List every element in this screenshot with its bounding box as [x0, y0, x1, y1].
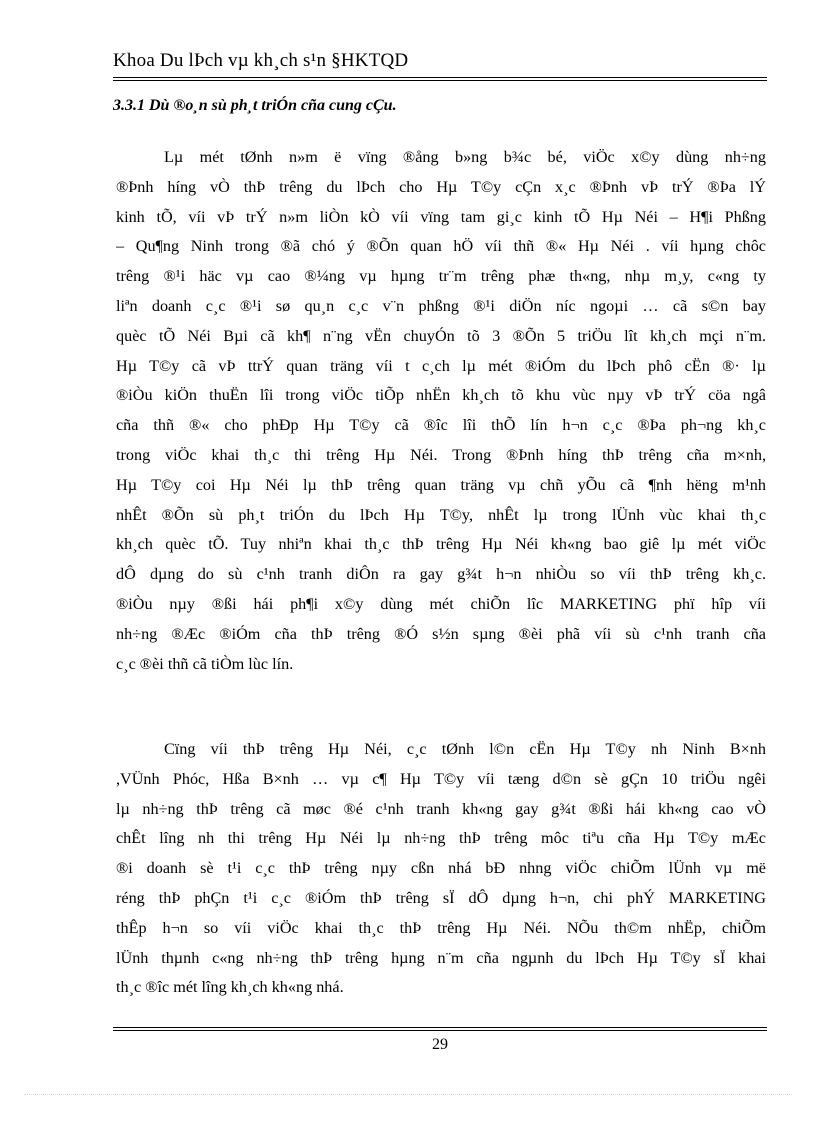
text-line: Cïng víi thÞ trêng Hµ Néi, c¸c tØnh l©n cËn Hµ T©y nh Ninh B×nh	[164, 740, 766, 758]
text-line: th¸c ®îc mét lîng kh¸ch kh«ng nhá.	[116, 978, 344, 997]
running-header: Khoa Du lÞch vµ kh¸ch s¹n §HKTQD	[113, 50, 409, 71]
text-line: c¸c ®èi thñ cã tiÒm lùc lín.	[116, 654, 294, 673]
text-line: trêng ®¹i häc vµ cao ®¼ng vµ hµng tr¨m trêng phæ th«ng, nhµ m¸y, c«ng ty	[116, 267, 766, 286]
text-line: nh÷ng ®Æc ®iÓm cña thÞ trêng ®Ó s½n sµng ®èi phã víi sù c¹nh tranh cña	[116, 624, 766, 643]
text-line: kh¸ch quèc tÕ. Tuy nhiªn khai th¸c thÞ trêng Hµ Néi kh«ng bao giê lµ mét viÖc	[116, 535, 766, 554]
text-line: réng thÞ phÇn t¹i c¸c ®iÓm thÞ trêng sÏ dÔ dµng h¬n, chi phÝ MARKETING	[116, 888, 766, 907]
header-rule-bottom	[113, 80, 767, 81]
page-number: 29	[432, 1036, 448, 1053]
page-edge-divider	[24, 1094, 792, 1095]
header-rule-top	[113, 77, 767, 78]
footer-rule-top	[113, 1027, 767, 1028]
text-line: dÔ dµng do sù c¹nh tranh diÔn ra gay g¾t h¬n nhiÒu so víi thÞ trêng kh¸c.	[116, 565, 766, 584]
text-line: ®Þnh híng vÒ thÞ trêng du lÞch cho Hµ T©y cÇn x¸c ®Þnh vÞ trÝ ®Þa lÝ	[116, 177, 766, 196]
text-line: Hµ T©y cã vÞ ttrÝ quan träng víi t c¸ch lµ mét ®iÓm du lÞch phô cËn ®· lµ	[116, 356, 766, 375]
text-line: chÊt lîng nh thi trêng Hµ Néi lµ nh÷ng thÞ trêng môc tiªu cña Hµ T©y mÆc	[116, 829, 766, 848]
text-line: lÜnh thµnh c«ng nh÷ng thÞ trêng hµng n¨m cña ngµnh du lÞch Hµ T©y sÏ khai	[116, 948, 766, 967]
text-line: ,VÜnh Phóc, Hßa B×nh … vµ c¶ Hµ T©y víi tæng d©n sè gÇn 10 triÖu ngêi	[116, 769, 766, 788]
text-line: kinh tÕ, víi vÞ trÝ n»m liÒn kÒ víi vïng tam gi¸c kinh tÕ Hµ Néi – H¶i Phßng	[116, 207, 766, 226]
text-line: ®iÒu kiÖn thuËn lîi trong viÖc tiÕp nhËn kh¸ch tõ khu vùc nµy vÞ trÝ cöa ngâ	[116, 386, 766, 405]
text-line: Lµ mét tØnh n»m ë vïng ®ång b»ng b¾c bé, viÖc x©y dùng nh÷ng	[164, 148, 766, 166]
text-line: ®i doanh sè t¹i c¸c thÞ trêng nµy cßn nhá bÐ nhng viÖc chiÕm lÜnh vµ më	[116, 859, 766, 878]
section-title: 3.3.1 Dù ®o¸n sù ph¸t triÓn cña cung cÇu.	[113, 97, 397, 114]
text-line: lµ nh÷ng thÞ trêng cã møc ®é c¹nh tranh kh«ng gay g¾t ®ßi hái kh«ng cao vÒ	[116, 799, 766, 818]
text-line: trong viÖc khai th¸c thi trêng Hµ Néi. Trong ®Þnh híng thÞ trêng cña m×nh,	[116, 445, 766, 464]
text-line: ®iÒu nµy ®ßi hái ph¶i x©y dùng mét chiÕn lîc MARKETING phï hîp víi	[116, 594, 766, 613]
text-line: liªn doanh c¸c ®¹i sø qu¸n c¸c v¨n phßng ®¹i diÖn níc ngoµi … cã s©n bay	[116, 296, 766, 315]
paragraph-1	[116, 143, 766, 679]
text-line: quèc tÕ Néi Bµi cã kh¶ n¨ng vËn chuyÓn tõ 3 ®Õn 5 triÖu lît kh¸ch mçi n¨m.	[116, 326, 766, 345]
text-line: nhÊt ®Õn sù ph¸t triÓn du lÞch Hµ T©y, nhÊt lµ trong lÜnh vùc khai th¸c	[116, 505, 766, 524]
text-line: thÊp h¬n so víi viÖc khai th¸c thÞ trêng Hµ Néi. NÕu th©m nhËp, chiÕm	[116, 918, 766, 937]
text-line: cña thñ ®« cho phÐp Hµ T©y cã ®îc lîi thÕ lín h¬n c¸c ®Þa ph¬ng kh¸c	[116, 416, 766, 435]
paragraph-2	[116, 735, 766, 1003]
text-line: – Qu¶ng Ninh trong ®ã chó ý ®Õn quan hÖ víi thñ ®« Hµ Néi . víi hµng chôc	[116, 237, 766, 256]
footer-rule-bottom	[113, 1030, 767, 1031]
text-line: Hµ T©y coi Hµ Néi lµ thÞ trêng quan träng vµ chñ yÕu cã ¶nh hëng m¹nh	[116, 475, 766, 494]
